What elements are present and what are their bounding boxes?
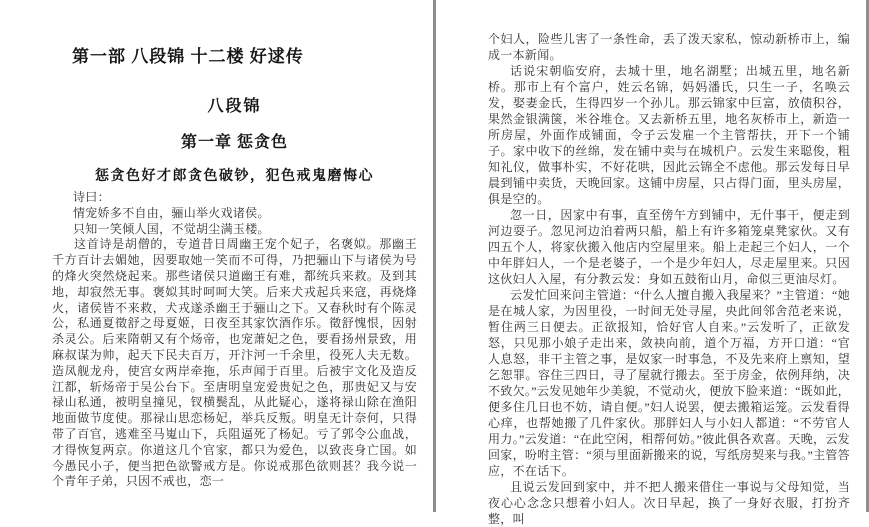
page-left — [0, 0, 433, 512]
right-paragraph: 且说云发回到家中，并不把人搬来借住一事说与父母知觉，当夜心心念念只想着小妇人。次日早起，换了一身好衣服，打扮齐整，叫 — [488, 480, 850, 526]
verse-line-2: 只知一笑倾人国，不觉胡尘满玉楼。 — [73, 221, 270, 236]
book-title: 第一部 八段锦 十二楼 好逑传 — [72, 47, 304, 66]
chapter-motto: 惩贪色好才郎贪色破钞，犯色戒鬼磨悔心 — [95, 169, 374, 184]
right-page-body — [488, 31, 850, 527]
verse-line-1: 情宠娇多不自由，骊山举火戏诸侯。 — [73, 205, 270, 220]
left-paragraph: 这首诗是胡僧的，专道昔日周幽王宠个妃子，名褒姒。那幽王千方百计去媚她，因要取她一笑而不可得，乃把骊山下与诸侯为号的烽火突然烧起来。那些诸侯只道幽王有难，都统兵来救。及到其地，却寂然无事。褒姒其时呵呵大笑。后来犬戎起兵来寇，再烧烽火，诸侯皆不来救，犬戎遂杀幽王于骊山之下。又春秋时有个陈灵公，私通夏徵舒之母夏姬，日夜至其家饮酒作乐。徵舒愧恨，因射杀灵公。后来隋朝又有个炀帝，也宠萧妃之色，要看扬州景致，用麻叔谋为帅，起天下民夫百万，开汴河一千余里，役死人夫无数。造凤舰龙舟，使宫女两岸牵拖，乐声闻于百里。后被宇文化及造反江都，斩炀帝于吴公台下。至唐明皇宠爱贵妃之色，那贵妃又与安禄山私通，被明皇撞见，钗横鬓乱，从此疑心，遂将禄山除在渔阳地面做节度使。那禄山思恋杨妃，举兵反叛。明皇无计奈何，只得带了百官，逃难至马嵬山下，兵阻逼死了杨妃。亏了郭令公血战，才得恢复两京。你道这几个官家，都只为爱色，以致丧身亡国。如今愚民小子，便当把色欲警戒方是。你说戒那色欲则甚？我今说一个青年子弟，只因不戒也，恋一 — [52, 237, 417, 489]
left-page-body — [52, 237, 417, 490]
right-paragraph: 云发忙回来问主管道：“什么人擅自搬入我屋来？”主管道：“她是在城人家，为因里役，一时间无处寻屋，央此间邻舍范老来说，暂住两三日便去。正欲报知，恰好官人自来。”云发听了，正欲发怒，只见那小娘子走出来，敛袂向前，道个万福，方开口道：“官人息怒，非干主管之事，是奴家一时事急，不及先来府上禀知，望乞恕罪。容住三四日，寻了屋就行搬去。至于房金，依例拜纳，决不致欠。”云发见她年少美貌，不觉动火，便放下脸来道：“既如此，便多住几日也不妨，请自便。”妇人说罢，便去搬箱运笼。云发看得心痒，也帮她搬了几件家伙。那胖妇人与小妇人都道：“不劳官人用力。”云发道：“在此空闲，相帮何妨。”彼此俱各欢喜。天晚，云发回家，吩咐主管：“须与里面新搬来的说，写纸房契来与我。”主管答应，不在话下。 — [488, 288, 850, 478]
right-paragraph: 话说宋朝临安府，去城十里，地名湖墅；出城五里，地名新桥。那市上有个富户，姓云名锦，妈妈潘氏，只生一子，名唤云发，娶妻金氏，生得四岁一个孙儿。那云锦家中巨富，放债积谷，果然金银满箧，米谷堆仓。又去新桥五里，地名灰桥市上，新造一所房屋，外面作成铺面，令子云发雇一个主管帮扶，开下一个铺子。家中收下的丝绵，发在铺中卖与在城机户。云发生来聪俊，粗知礼仪，做事朴实，不好花哄，因此云锦全不虑他。那云发每日早晨到铺中卖货，天晚回家。这铺中房屋，只占得门面，里头房屋，俱是空的。 — [488, 64, 850, 206]
right-paragraph: 个妇人，险些儿害了一条性命，丢了泼天家私，惊动新桥市上，编成一本新闻。 — [488, 32, 850, 62]
right-paragraph: 忽一日，因家中有事，直至傍午方到铺中，无什事干，便走到河边耍子。忽见河边泊着两只船，船上有许多箱笼桌凳家伙。又有四五个人，将家伙搬入他店内空屋里来。船上走起三个妇人，一个中年胖妇人，一个是老婆子，一个是少年妇人，尽走屋里来。只因这伙妇人入屋，有分教云发：身如五鼓衔山月，命似三更油尽灯。 — [488, 208, 850, 286]
chapter-heading: 第一章 惩贪色 — [180, 134, 288, 151]
section-heading: 八段锦 — [207, 98, 262, 115]
page-right — [436, 0, 866, 526]
verse-block — [52, 190, 417, 237]
verse-label: 诗曰： — [73, 190, 110, 204]
